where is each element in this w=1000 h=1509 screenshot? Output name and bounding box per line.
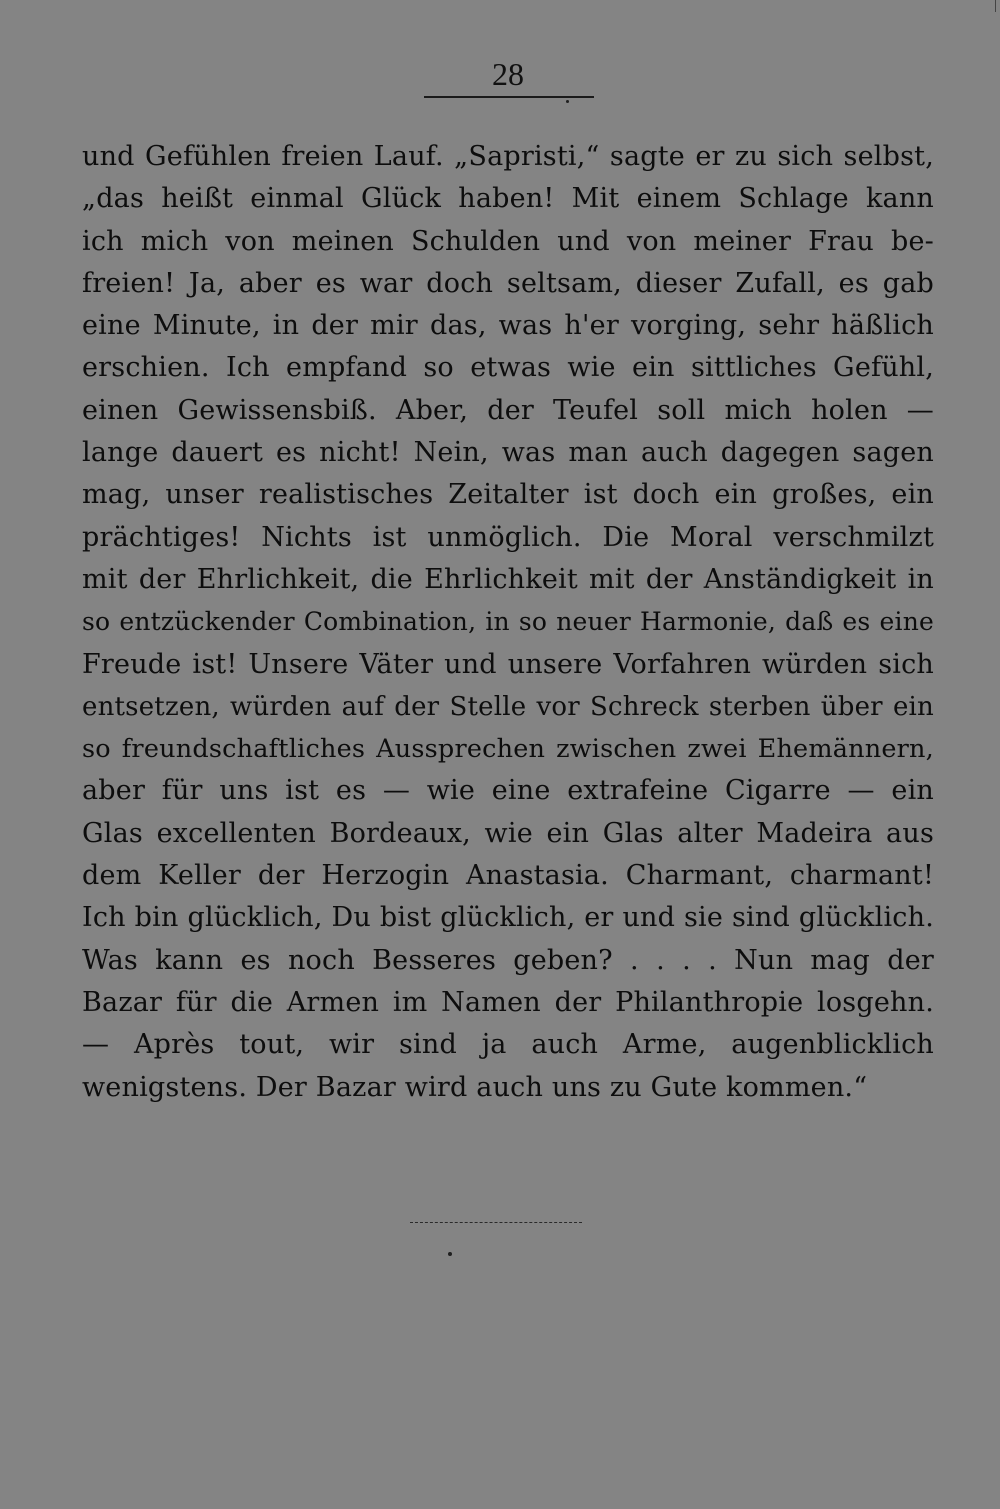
text-line: lange dauert es nicht! Nein, was man auch dagegen sagen (82, 437, 934, 469)
page-edge-mark (995, 0, 996, 12)
text-line: freien! Ja, aber es war doch seltsam, dieser Zufall, es gab (82, 267, 934, 299)
text-line: erschien. Ich empfand so etwas wie ein sittliches Gefühl, (82, 352, 934, 384)
text-line: aber für uns ist es — wie eine extrafeine Cigarre — ein (82, 775, 934, 807)
text-line: „das heißt einmal Glück haben! Mit einem Schlage kann (82, 183, 934, 215)
text-line: und Gefühlen freien Lauf. „Sapristi,“ sagte er zu sich selbst, (82, 141, 934, 172)
text-line: so freundschaftliches Aussprechen zwischen zwei Ehemännern, (82, 734, 934, 765)
text-line: Was kann es noch Besseres geben? . . . . Nun mag der (82, 944, 934, 976)
text-line: Freude ist! Unsere Väter und unsere Vorfahren würden sich (82, 648, 934, 680)
end-rule (410, 1222, 582, 1223)
text-line: entsetzen, würden auf der Stelle vor Schreck sterben über ein (82, 691, 934, 722)
text-line: — Après tout, wir sind ja auch Arme, augenblicklich (82, 1029, 934, 1061)
ink-speck (448, 1252, 452, 1256)
text-line: mag, unser realistisches Zeitalter ist doch ein großes, ein (82, 479, 934, 511)
text-line: so entzückender Combination, in so neuer Harmonie, daß es eine (82, 607, 934, 637)
text-line: einen Gewissensbiß. Aber, der Teufel soll mich holen — (82, 394, 934, 426)
text-line: mit der Ehrlichkeit, die Ehrlichkeit mit der Anständigkeit in (82, 563, 934, 595)
body-text (82, 136, 934, 1109)
ink-speck (566, 100, 569, 103)
header-rule (424, 96, 594, 98)
text-line: Glas excellenten Bordeaux, wie ein Glas alter Madeira aus (82, 817, 934, 849)
text-line: dem Keller der Herzogin Anastasia. Charmant, charmant! (82, 860, 934, 892)
text-line: Bazar für die Armen im Namen der Philanthropie losgehn. (82, 986, 934, 1018)
text-line: ich mich von meinen Schulden und von meiner Frau be- (82, 225, 934, 257)
text-line: prächtiges! Nichts ist unmöglich. Die Moral verschmilzt (82, 521, 934, 553)
page-number: 28 (492, 56, 524, 92)
text-line: Ich bin glücklich, Du bist glücklich, er und sie sind glücklich. (82, 902, 934, 934)
text-line: eine Minute, in der mir das, was h'er vorging, sehr häßlich (82, 310, 934, 342)
text-line-last: wenigstens. Der Bazar wird auch uns zu Gute kommen.“ (82, 1071, 868, 1103)
